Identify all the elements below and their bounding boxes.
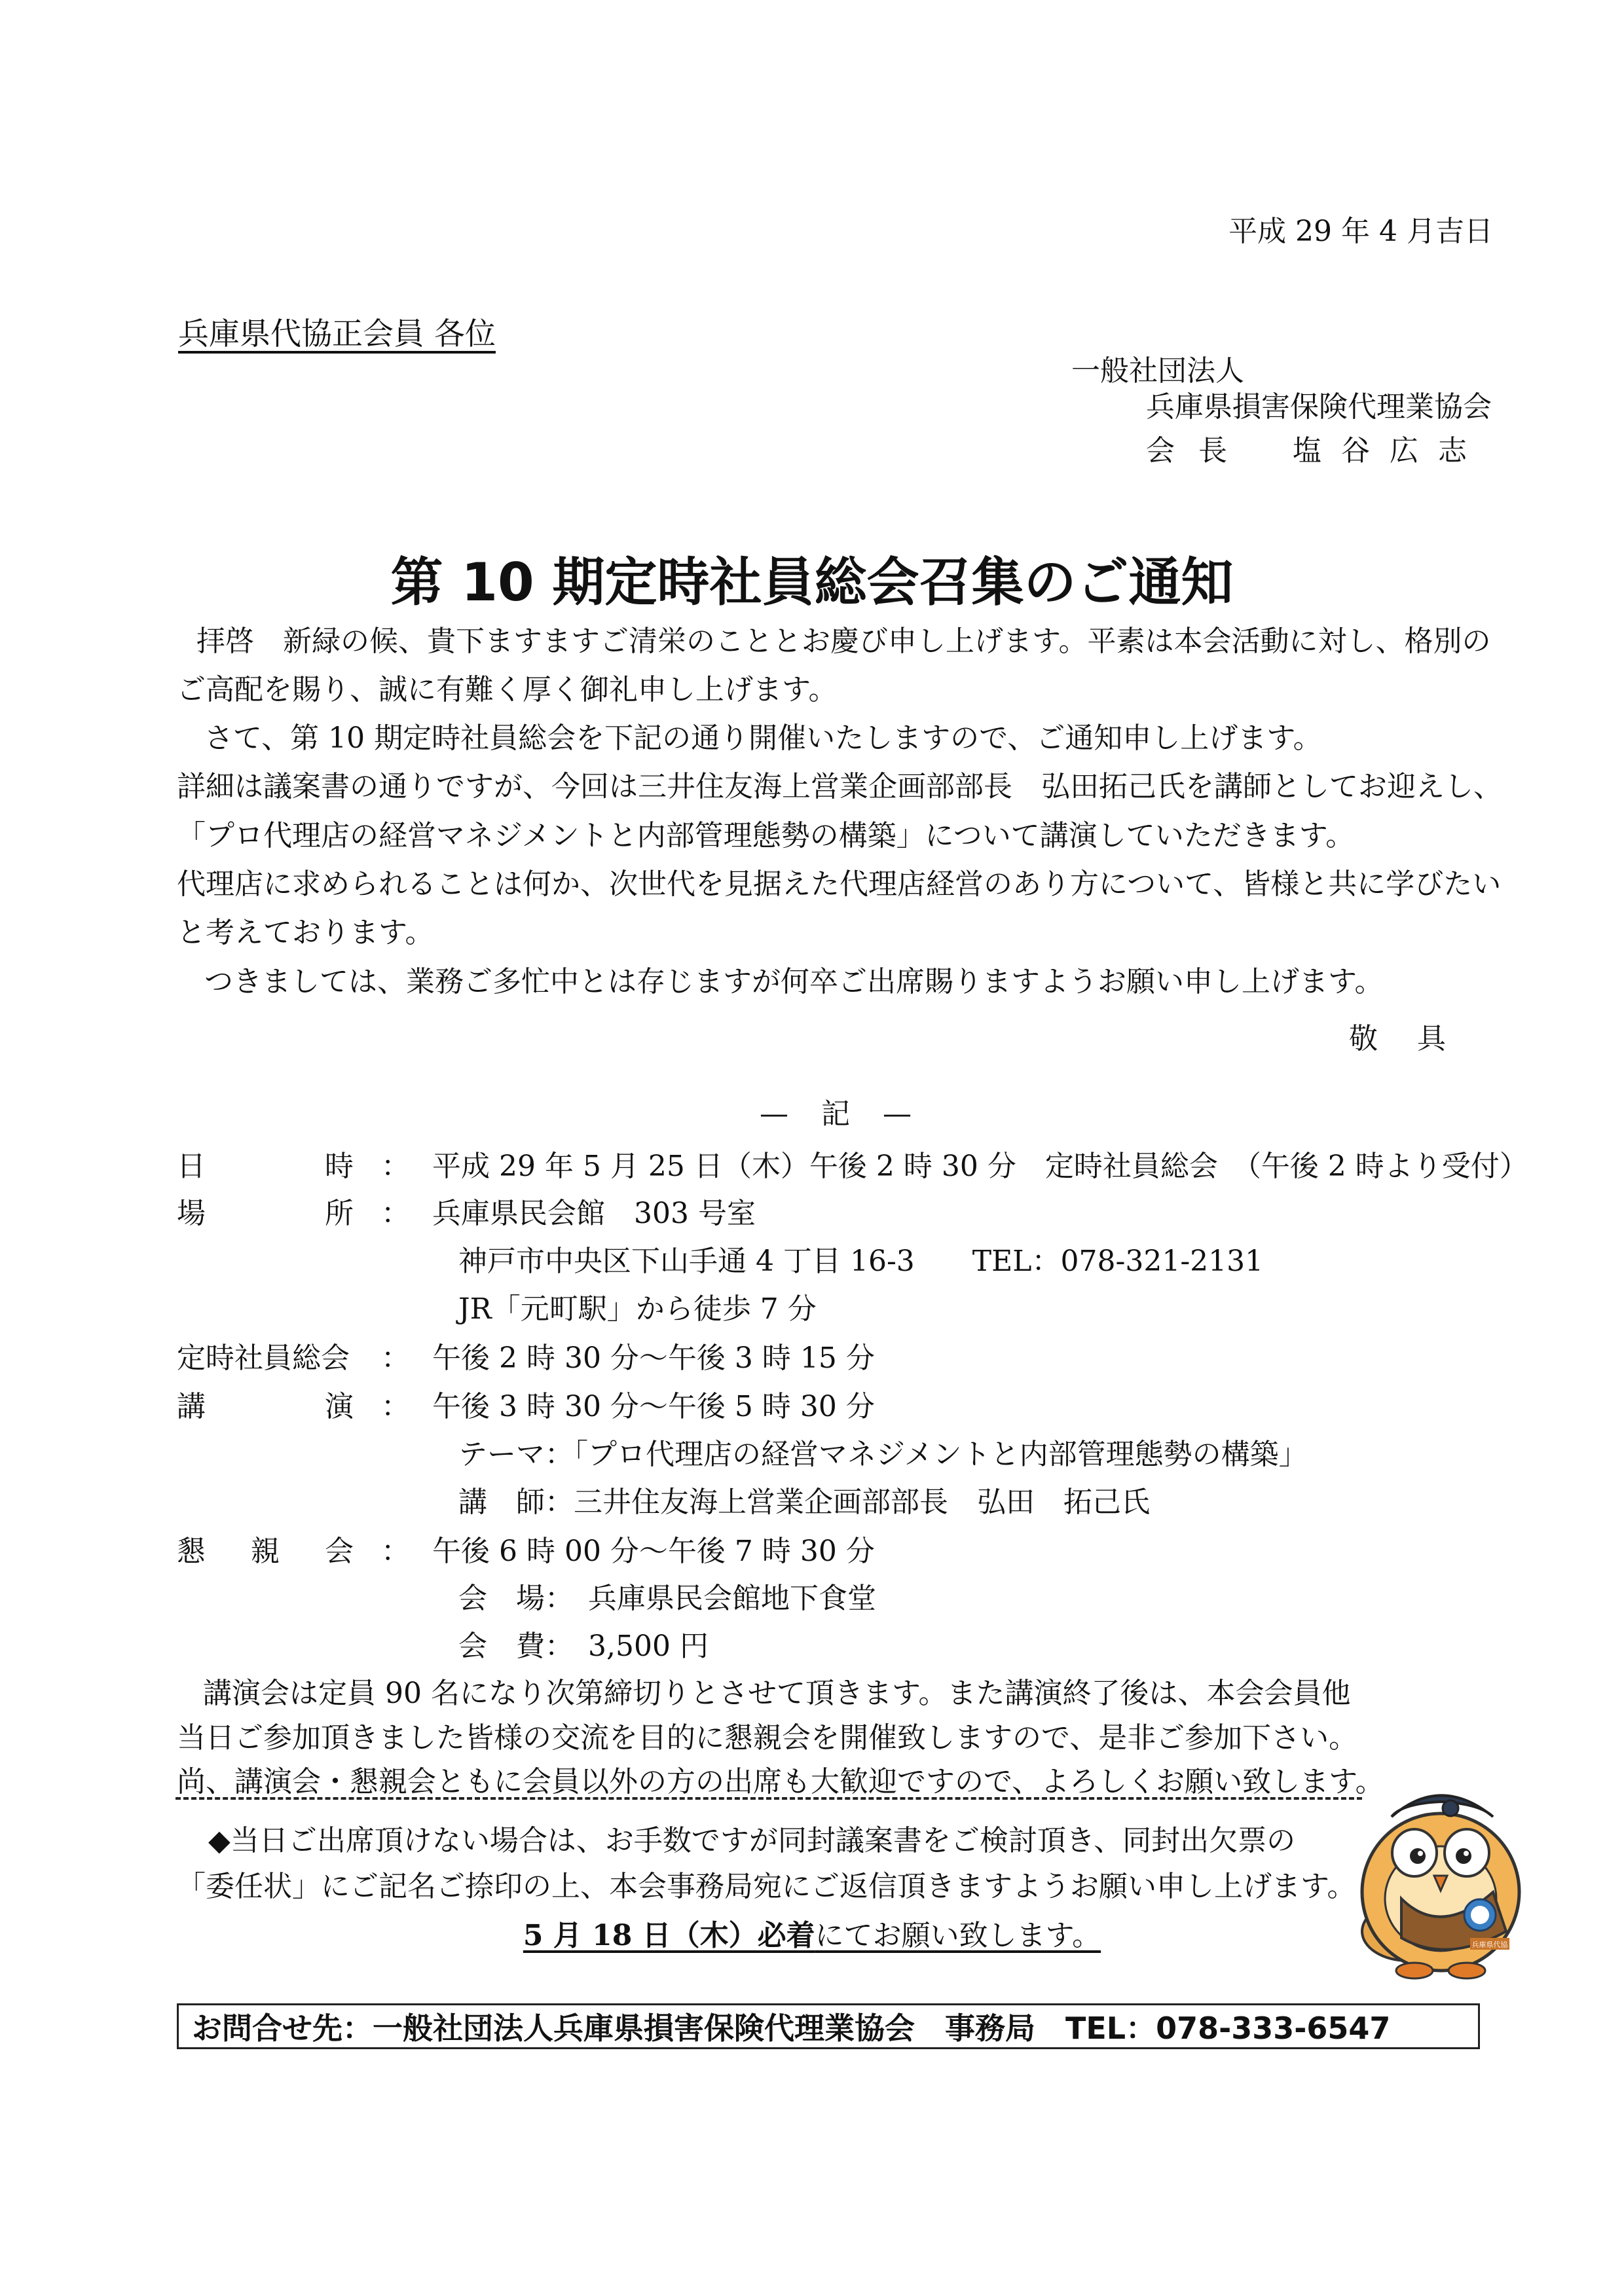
lecturer: 講 師：三井住友海上営業企画部部長 弘田 拓己氏 xyxy=(458,1485,1150,1519)
dashed-divider xyxy=(175,1797,1362,1800)
colon: ： xyxy=(381,1390,410,1423)
colon: ： xyxy=(381,1197,410,1230)
body-line: 拝啓 新緑の候、貴下ますますご清栄のこととお慶び申し上げます。平素は本会活動に対し、格別の xyxy=(196,625,1491,658)
lecture-label: 講 演 xyxy=(177,1390,354,1423)
owl-mascot-icon xyxy=(1329,1768,1565,1984)
place-value: 兵庫県民会館 303 号室 xyxy=(432,1197,756,1230)
party-label: 懇 親 会 xyxy=(177,1535,354,1568)
note-line: 当日ご参加頂きました皆様の交流を目的に懇親会を開催致しますので、是非ご参加下さい。 xyxy=(177,1721,1358,1755)
colon: ： xyxy=(381,1535,410,1568)
body-line: 「プロ代理店の経営マネジメントと内部管理態勢の構築」について講演していただきます。 xyxy=(177,819,1355,852)
body-line: さて、第 10 期定時社員総会を下記の通り開催いたしますので、ご通知申し上げます。 xyxy=(204,721,1322,755)
closing-remark: 敬具 xyxy=(1349,1022,1485,1055)
body-line: つきましては、業務ご多忙中とは存じますが何卒ご出席賜りますようお願い申し上げます。 xyxy=(204,965,1384,998)
party-venue: 会 場： 兵庫県民会館地下食堂 xyxy=(458,1582,876,1615)
datetime-label: 日 時 xyxy=(177,1150,354,1183)
issue-date: 平成 29 年 4 月吉日 xyxy=(1228,215,1493,248)
lecture-theme: テーマ：「プロ代理店の経営マネジメントと内部管理態勢の構築」 xyxy=(458,1438,1308,1471)
lecture-value: 午後 3 時 30 分～午後 5 時 30 分 xyxy=(432,1390,875,1423)
notice-line: ◆当日ご出席頂けない場合は、お手数ですが同封議案書をご検討頂き、同封出欠票の xyxy=(208,1824,1296,1857)
org-type: 一般社団法人 xyxy=(1071,354,1244,388)
meeting-label: 定時社員総会 xyxy=(177,1341,350,1375)
document-title: 第 10 期定時社員総会召集のご通知 xyxy=(390,552,1234,613)
body-line: と考えております。 xyxy=(177,916,434,949)
body-line: ご高配を賜り、誠に有難く厚く御礼申し上げます。 xyxy=(177,673,838,706)
deadline-date: 5 月 18 日（木）必着 xyxy=(523,1919,815,1952)
party-value: 午後 6 時 00 分～午後 7 時 30 分 xyxy=(432,1535,875,1568)
meeting-value: 午後 2 時 30 分～午後 3 時 15 分 xyxy=(432,1341,875,1375)
place-label: 場 所 xyxy=(177,1197,354,1230)
record-heading: — 記 — xyxy=(760,1097,923,1131)
mascot-badge: 兵庫県代協 xyxy=(1471,1941,1508,1949)
signer-role: 会長 xyxy=(1146,434,1251,467)
venue-address: 神戸市中央区下山手通 4 丁目 16-3 TEL：078-321-2131 xyxy=(458,1245,1264,1278)
recipient: 兵庫県代協正会員 各位 xyxy=(178,316,496,352)
colon: ： xyxy=(381,1341,410,1375)
body-line: 代理店に求められることは何か、次世代を見据えた代理店経営のあり方について、皆様と共に学びたい xyxy=(177,867,1502,901)
contact-box xyxy=(177,2003,1480,2049)
signer-name: 塩谷広志 xyxy=(1293,434,1486,467)
party-fee: 会 費： 3,500 円 xyxy=(458,1630,709,1663)
note-line: 講演会は定員 90 名になり次第締切りとさせて頂きます。また講演終了後は、本会会員他 xyxy=(203,1677,1351,1710)
colon: ： xyxy=(381,1150,410,1183)
note-line: 尚、講演会・懇親会ともに会員以外の方の出席も大歓迎ですので、よろしくお願い致します。 xyxy=(177,1765,1384,1798)
body-line: 詳細は議案書の通りですが、今回は三井住友海上営業企画部部長 弘田拓己氏を講師としてお迎えし、 xyxy=(177,770,1502,803)
deadline-rest: にてお願い致します。 xyxy=(815,1919,1101,1952)
contact-info: お問合せ先：一般社団法人兵庫県損害保険代理業協会 事務局 TEL：078-333-6547 xyxy=(192,2011,1391,2046)
notice-line: 「委任状」にご記名ご捺印の上、本会事務局宛にご返信頂きますようお願い申し上げます。 xyxy=(177,1870,1356,1903)
org-name: 兵庫県損害保険代理業協会 xyxy=(1146,390,1492,424)
venue-access: JR「元町駅」から徒歩 7 分 xyxy=(458,1292,817,1326)
datetime-value: 平成 29 年 5 月 25 日（木）午後 2 時 30 分 定時社員総会 （午後 2 時より受付） xyxy=(432,1150,1528,1183)
signature xyxy=(1146,434,1486,467)
